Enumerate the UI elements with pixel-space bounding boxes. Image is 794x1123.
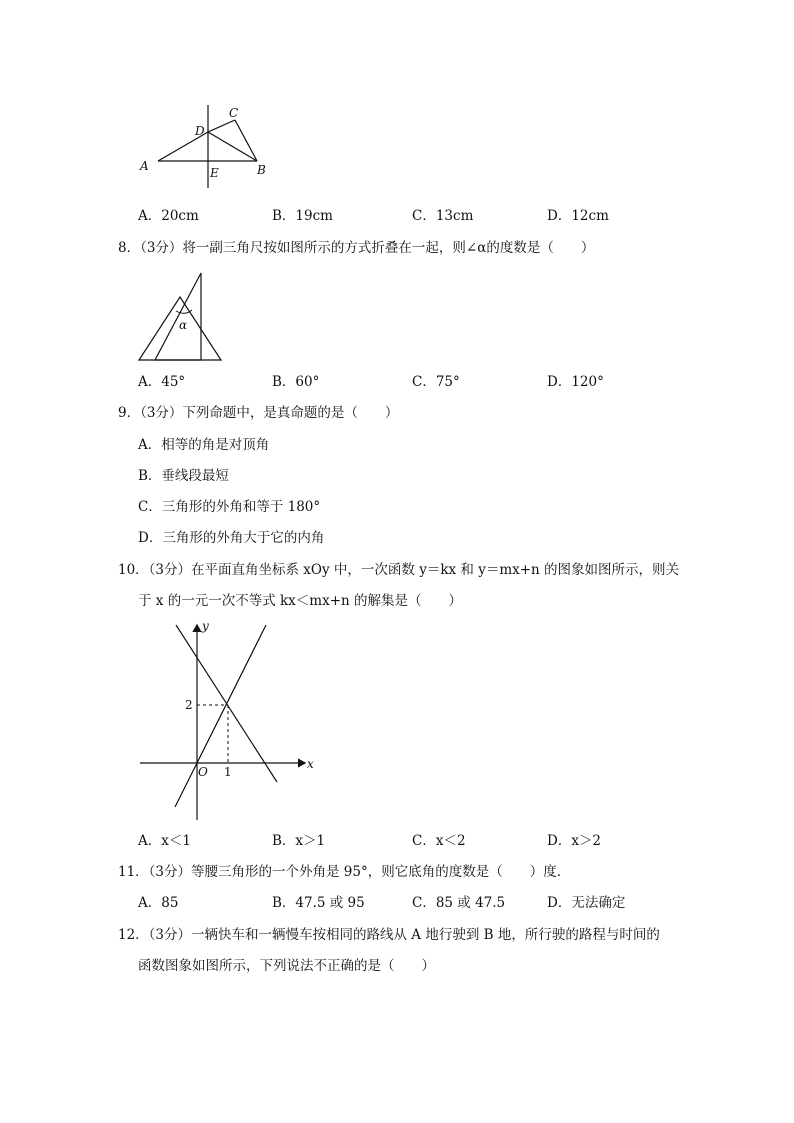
q11-option-c: C．85 或 47.5 (412, 895, 506, 911)
q9-option-a: A．相等的角是对顶角 (138, 437, 270, 453)
q8-stem: 8．（3分）将一副三角尺按如图所示的方式折叠在一起，则∠α的度数是（ ） (118, 240, 595, 256)
q10-option-a: A．x＜1 (138, 833, 191, 849)
label-c: C (229, 106, 239, 120)
q9-option-b: B．垂线段最短 (138, 468, 229, 484)
q8-option-b: B．60° (272, 374, 320, 390)
q8-figure (135, 270, 230, 365)
q12-stem-line2: 函数图象如图所示，下列说法不正确的是（ ） (138, 958, 435, 974)
q10-stem-line1: 10．（3分）在平面直角坐标系 xOy 中，一次函数 y＝kx 和 y＝mx+n 的图象如图所示，则关 (118, 562, 680, 578)
q11-stem: 11．（3分）等腰三角形的一个外角是 95°，则它底角的度数是（ ）度． (118, 864, 571, 880)
x-tick-label: 1 (224, 765, 232, 779)
y-tick-label: 2 (185, 698, 193, 712)
q11-option-b: B．47.5 或 95 (272, 895, 365, 911)
q7-option-a: A．20cm (138, 208, 199, 224)
q7-figure (130, 100, 280, 190)
label-a: A (140, 159, 149, 173)
label-e: E (210, 166, 219, 180)
q10-graph (135, 615, 320, 825)
q10-stem-line2: 于 x 的一元一次不等式 kx＜mx+n 的解集是（ ） (138, 593, 462, 609)
q12-stem-line1: 12．（3分）一辆快车和一辆慢车按相同的路线从 A 地行驶到 B 地，所行驶的路程与时间的 (118, 927, 660, 943)
alpha-label: α (179, 318, 188, 332)
label-d: D (195, 124, 205, 138)
origin-label: O (198, 765, 208, 779)
q10-option-c: C．x＜2 (412, 833, 466, 849)
q7-option-c: C．13cm (412, 208, 474, 224)
q10-option-b: B．x＞1 (272, 833, 326, 849)
q7-option-b: B．19cm (272, 208, 333, 224)
q9-option-c: C．三角形的外角和等于 180° (138, 499, 321, 515)
q9-stem: 9．（3分）下列命题中，是真命题的是（ ） (118, 405, 399, 421)
q8-option-a: A．45° (138, 374, 186, 390)
q8-option-d: D．120° (547, 374, 604, 390)
label-b: B (257, 163, 266, 177)
y-axis-label: y (202, 619, 209, 633)
q8-option-c: C．75° (412, 374, 460, 390)
x-axis-label: x (307, 757, 314, 771)
q9-option-d: D．三角形的外角大于它的内角 (138, 530, 325, 546)
q7-option-d: D．12cm (547, 208, 609, 224)
q11-option-a: A．85 (138, 895, 179, 911)
q11-option-d: D．无法确定 (547, 895, 626, 911)
q10-option-d: D．x＞2 (547, 833, 602, 849)
